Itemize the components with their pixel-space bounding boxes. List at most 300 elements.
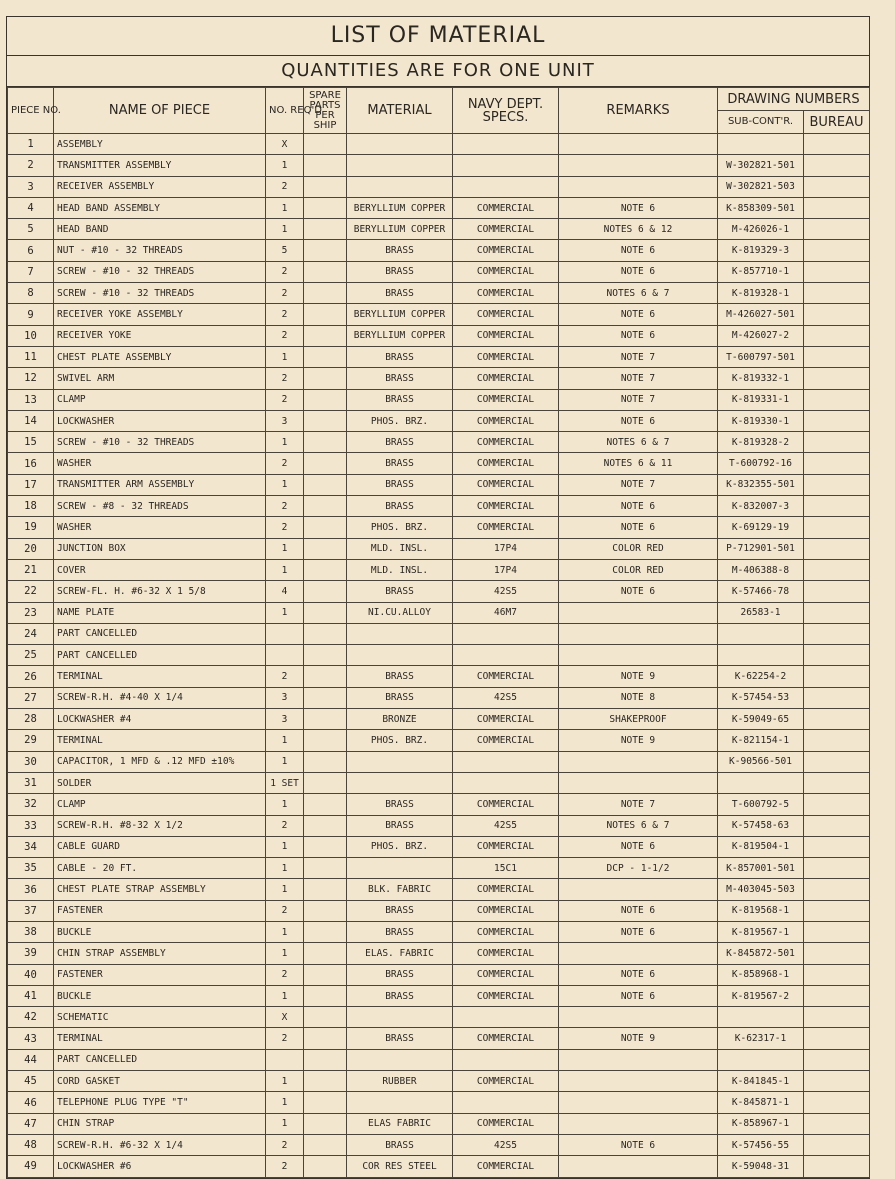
- piece-name-cell: COVER: [54, 559, 266, 580]
- piece-name-cell: SCREW-R.H. #4-40 X 1/4: [54, 687, 266, 708]
- spare-parts-cell: [304, 1113, 347, 1134]
- piece-name-cell: SCREW - #8 - 32 THREADS: [54, 496, 266, 517]
- material-cell: BRASS: [347, 794, 453, 815]
- table-row: [8, 197, 870, 218]
- specs-cell: COMMERCIAL: [453, 453, 559, 474]
- spare-parts-cell: [304, 389, 347, 410]
- material-cell: BRASS: [347, 687, 453, 708]
- remarks-cell: NOTES 6 & 7: [559, 432, 718, 453]
- piece-no-cell: 18: [8, 496, 54, 517]
- remarks-cell: NOTE 6: [559, 304, 718, 325]
- piece-no-cell: 42: [8, 1007, 54, 1028]
- material-cell: [347, 155, 453, 176]
- material-cell: BRASS: [347, 432, 453, 453]
- spare-parts-cell: [304, 261, 347, 282]
- piece-name-cell: TELEPHONE PLUG TYPE "T": [54, 1092, 266, 1113]
- piece-no-cell: 23: [8, 602, 54, 623]
- piece-no-cell: 34: [8, 836, 54, 857]
- specs-cell: COMMERCIAL: [453, 432, 559, 453]
- piece-name-cell: WASHER: [54, 453, 266, 474]
- quantity-cell: 2: [266, 304, 304, 325]
- subcontractor-drawing-cell: K-858967-1: [718, 1113, 804, 1134]
- piece-no-cell: 47: [8, 1113, 54, 1134]
- subcontractor-drawing-cell: K-57454-53: [718, 687, 804, 708]
- remarks-cell: NOTE 8: [559, 687, 718, 708]
- piece-no-cell: 25: [8, 645, 54, 666]
- remarks-cell: NOTE 6: [559, 900, 718, 921]
- specs-cell: COMMERCIAL: [453, 261, 559, 282]
- bureau-drawing-cell: [804, 1134, 870, 1155]
- table-row: [8, 1028, 870, 1049]
- material-cell: PHOS. BRZ.: [347, 836, 453, 857]
- piece-no-cell: 39: [8, 943, 54, 964]
- piece-no-cell: 11: [8, 346, 54, 367]
- spare-parts-cell: [304, 1028, 347, 1049]
- material-cell: BRASS: [347, 453, 453, 474]
- piece-name-cell: TERMINAL: [54, 730, 266, 751]
- table-row: [8, 1113, 870, 1134]
- subcontractor-drawing-cell: K-845871-1: [718, 1092, 804, 1113]
- piece-name-cell: CLAMP: [54, 389, 266, 410]
- remarks-cell: [559, 1156, 718, 1177]
- piece-name-cell: SCREW - #10 - 32 THREADS: [54, 432, 266, 453]
- piece-name-cell: PART CANCELLED: [54, 1049, 266, 1070]
- table-row: [8, 645, 870, 666]
- subcontractor-drawing-cell: K-821154-1: [718, 730, 804, 751]
- quantity-cell: 1: [266, 858, 304, 879]
- bureau-drawing-cell: [804, 1007, 870, 1028]
- quantity-cell: 3: [266, 687, 304, 708]
- remarks-cell: NOTE 6: [559, 261, 718, 282]
- bureau-drawing-cell: [804, 261, 870, 282]
- remarks-cell: DCP - 1-1/2: [559, 858, 718, 879]
- bureau-drawing-cell: [804, 346, 870, 367]
- bureau-drawing-cell: [804, 176, 870, 197]
- spare-parts-cell: [304, 879, 347, 900]
- subcontractor-drawing-cell: K-57466-78: [718, 581, 804, 602]
- spare-parts-cell: [304, 581, 347, 602]
- table-row: [8, 836, 870, 857]
- piece-name-cell: TRANSMITTER ARM ASSEMBLY: [54, 474, 266, 495]
- specs-cell: COMMERCIAL: [453, 389, 559, 410]
- specs-cell: COMMERCIAL: [453, 240, 559, 261]
- piece-no-cell: 13: [8, 389, 54, 410]
- table-row: [8, 623, 870, 644]
- piece-no-cell: 21: [8, 559, 54, 580]
- subcontractor-drawing-cell: [718, 1007, 804, 1028]
- bureau-drawing-cell: [804, 283, 870, 304]
- bureau-drawing-cell: [804, 1113, 870, 1134]
- subcontractor-drawing-cell: W-302821-501: [718, 155, 804, 176]
- spare-parts-cell: [304, 964, 347, 985]
- material-cell: [347, 645, 453, 666]
- piece-no-cell: 29: [8, 730, 54, 751]
- quantity-cell: X: [266, 134, 304, 155]
- table-row: [8, 496, 870, 517]
- bureau-drawing-cell: [804, 879, 870, 900]
- material-cell: BRASS: [347, 985, 453, 1006]
- bureau-drawing-cell: [804, 453, 870, 474]
- quantity-cell: 1: [266, 219, 304, 240]
- material-cell: BRASS: [347, 496, 453, 517]
- spare-parts-cell: [304, 496, 347, 517]
- piece-name-cell: TERMINAL: [54, 666, 266, 687]
- table-row: [8, 772, 870, 793]
- specs-cell: COMMERCIAL: [453, 836, 559, 857]
- table-row: [8, 964, 870, 985]
- piece-name-cell: CLAMP: [54, 794, 266, 815]
- specs-cell: COMMERCIAL: [453, 1156, 559, 1177]
- specs-cell: COMMERCIAL: [453, 1071, 559, 1092]
- table-row: [8, 304, 870, 325]
- subcontractor-drawing-cell: K-62317-1: [718, 1028, 804, 1049]
- bureau-drawing-cell: [804, 410, 870, 431]
- subcontractor-drawing-cell: [718, 772, 804, 793]
- remarks-cell: NOTES 6 & 12: [559, 219, 718, 240]
- header-name: NAME OF PIECE: [54, 88, 266, 134]
- bureau-drawing-cell: [804, 496, 870, 517]
- specs-cell: [453, 772, 559, 793]
- spare-parts-cell: [304, 666, 347, 687]
- header-bureau: BUREAU: [804, 111, 870, 134]
- material-cell: BRASS: [347, 240, 453, 261]
- piece-name-cell: SCREW-R.H. #8-32 X 1/2: [54, 815, 266, 836]
- table-row: [8, 900, 870, 921]
- material-cell: BRASS: [347, 666, 453, 687]
- spare-parts-cell: [304, 794, 347, 815]
- piece-no-cell: 7: [8, 261, 54, 282]
- quantity-cell: 3: [266, 709, 304, 730]
- spare-parts-cell: [304, 1007, 347, 1028]
- bureau-drawing-cell: [804, 368, 870, 389]
- remarks-cell: [559, 1092, 718, 1113]
- quantity-cell: [266, 645, 304, 666]
- quantity-cell: 1: [266, 559, 304, 580]
- material-cell: [347, 751, 453, 772]
- material-cell: COR RES STEEL: [347, 1156, 453, 1177]
- bureau-drawing-cell: [804, 389, 870, 410]
- subcontractor-drawing-cell: K-858968-1: [718, 964, 804, 985]
- material-cell: BRONZE: [347, 709, 453, 730]
- spare-parts-cell: [304, 538, 347, 559]
- subcontractor-drawing-cell: K-59049-65: [718, 709, 804, 730]
- remarks-cell: [559, 602, 718, 623]
- quantity-cell: 2: [266, 176, 304, 197]
- table-row: [8, 687, 870, 708]
- quantity-cell: 2: [266, 325, 304, 346]
- subcontractor-drawing-cell: K-57458-63: [718, 815, 804, 836]
- piece-no-cell: 33: [8, 815, 54, 836]
- table-row: [8, 709, 870, 730]
- remarks-cell: [559, 1113, 718, 1134]
- quantity-cell: 1: [266, 432, 304, 453]
- remarks-cell: COLOR RED: [559, 538, 718, 559]
- specs-cell: COMMERCIAL: [453, 197, 559, 218]
- specs-cell: 17P4: [453, 538, 559, 559]
- piece-name-cell: CHEST PLATE ASSEMBLY: [54, 346, 266, 367]
- subcontractor-drawing-cell: K-819567-2: [718, 985, 804, 1006]
- spare-parts-cell: [304, 559, 347, 580]
- subcontractor-drawing-cell: M-426027-501: [718, 304, 804, 325]
- piece-no-cell: 3: [8, 176, 54, 197]
- piece-name-cell: TRANSMITTER ASSEMBLY: [54, 155, 266, 176]
- spare-parts-cell: [304, 858, 347, 879]
- remarks-cell: NOTE 6: [559, 1134, 718, 1155]
- remarks-cell: [559, 134, 718, 155]
- subcontractor-drawing-cell: [718, 645, 804, 666]
- header-req: NO. REQ'D: [266, 88, 304, 134]
- spare-parts-cell: [304, 1049, 347, 1070]
- piece-name-cell: SCHEMATIC: [54, 1007, 266, 1028]
- remarks-cell: NOTE 7: [559, 346, 718, 367]
- material-cell: BRASS: [347, 1134, 453, 1155]
- subcontractor-drawing-cell: M-426026-1: [718, 219, 804, 240]
- piece-no-cell: 31: [8, 772, 54, 793]
- bureau-drawing-cell: [804, 623, 870, 644]
- spare-parts-cell: [304, 751, 347, 772]
- piece-no-cell: 44: [8, 1049, 54, 1070]
- bureau-drawing-cell: [804, 1028, 870, 1049]
- table-row: [8, 1092, 870, 1113]
- subcontractor-drawing-cell: T-600792-5: [718, 794, 804, 815]
- material-rows: [8, 134, 870, 1178]
- spare-parts-cell: [304, 815, 347, 836]
- material-cell: [347, 1007, 453, 1028]
- piece-name-cell: TERMINAL: [54, 1028, 266, 1049]
- specs-cell: COMMERCIAL: [453, 368, 559, 389]
- material-cell: [347, 176, 453, 197]
- spare-parts-cell: [304, 1156, 347, 1177]
- subcontractor-drawing-cell: K-59048-31: [718, 1156, 804, 1177]
- bureau-drawing-cell: [804, 517, 870, 538]
- piece-name-cell: LOCKWASHER #6: [54, 1156, 266, 1177]
- spare-parts-cell: [304, 453, 347, 474]
- material-cell: [347, 858, 453, 879]
- piece-name-cell: SCREW - #10 - 32 THREADS: [54, 283, 266, 304]
- bureau-drawing-cell: [804, 964, 870, 985]
- subcontractor-drawing-cell: K-90566-501: [718, 751, 804, 772]
- remarks-cell: [559, 155, 718, 176]
- spare-parts-cell: [304, 304, 347, 325]
- subcontractor-drawing-cell: P-712901-501: [718, 538, 804, 559]
- table-row: [8, 1134, 870, 1155]
- bureau-drawing-cell: [804, 900, 870, 921]
- quantity-cell: 2: [266, 261, 304, 282]
- piece-name-cell: BUCKLE: [54, 985, 266, 1006]
- subcontractor-drawing-cell: M-426027-2: [718, 325, 804, 346]
- piece-name-cell: RECEIVER YOKE ASSEMBLY: [54, 304, 266, 325]
- specs-cell: 15C1: [453, 858, 559, 879]
- remarks-cell: NOTE 6: [559, 964, 718, 985]
- table-row: [8, 602, 870, 623]
- remarks-cell: [559, 879, 718, 900]
- quantity-cell: 1: [266, 836, 304, 857]
- material-cell: PHOS. BRZ.: [347, 517, 453, 538]
- piece-no-cell: 27: [8, 687, 54, 708]
- spare-parts-cell: [304, 985, 347, 1006]
- material-cell: BRASS: [347, 581, 453, 602]
- piece-name-cell: FASTENER: [54, 964, 266, 985]
- remarks-cell: NOTE 7: [559, 368, 718, 389]
- bureau-drawing-cell: [804, 1049, 870, 1070]
- specs-cell: [453, 1092, 559, 1113]
- remarks-cell: NOTES 6 & 7: [559, 815, 718, 836]
- material-cell: RUBBER: [347, 1071, 453, 1092]
- piece-no-cell: 37: [8, 900, 54, 921]
- material-cell: PHOS. BRZ.: [347, 730, 453, 751]
- specs-cell: [453, 155, 559, 176]
- quantity-cell: 1: [266, 730, 304, 751]
- spare-parts-cell: [304, 197, 347, 218]
- remarks-cell: [559, 623, 718, 644]
- piece-no-cell: 20: [8, 538, 54, 559]
- specs-cell: COMMERCIAL: [453, 709, 559, 730]
- quantity-cell: 2: [266, 666, 304, 687]
- remarks-cell: NOTE 9: [559, 1028, 718, 1049]
- quantity-cell: 1: [266, 602, 304, 623]
- specs-cell: COMMERCIAL: [453, 346, 559, 367]
- table-row: [8, 474, 870, 495]
- remarks-cell: NOTES 6 & 11: [559, 453, 718, 474]
- table-row: [8, 1007, 870, 1028]
- specs-cell: COMMERCIAL: [453, 666, 559, 687]
- remarks-cell: NOTE 6: [559, 240, 718, 261]
- table-row: [8, 155, 870, 176]
- quantity-cell: 2: [266, 496, 304, 517]
- specs-cell: COMMERCIAL: [453, 517, 559, 538]
- spare-parts-cell: [304, 155, 347, 176]
- piece-name-cell: CABLE GUARD: [54, 836, 266, 857]
- bureau-drawing-cell: [804, 219, 870, 240]
- piece-no-cell: 43: [8, 1028, 54, 1049]
- subcontractor-drawing-cell: K-819331-1: [718, 389, 804, 410]
- piece-name-cell: SCREW - #10 - 32 THREADS: [54, 261, 266, 282]
- material-cell: [347, 623, 453, 644]
- quantity-cell: 1: [266, 1092, 304, 1113]
- quantity-cell: 1: [266, 879, 304, 900]
- subcontractor-drawing-cell: K-857710-1: [718, 261, 804, 282]
- spare-parts-cell: [304, 219, 347, 240]
- remarks-cell: NOTE 6: [559, 496, 718, 517]
- piece-no-cell: 32: [8, 794, 54, 815]
- bureau-drawing-cell: [804, 836, 870, 857]
- quantity-cell: 2: [266, 517, 304, 538]
- spare-parts-cell: [304, 1134, 347, 1155]
- piece-no-cell: 17: [8, 474, 54, 495]
- subcontractor-drawing-cell: K-858309-501: [718, 197, 804, 218]
- spare-parts-cell: [304, 283, 347, 304]
- piece-name-cell: HEAD BAND: [54, 219, 266, 240]
- specs-cell: [453, 645, 559, 666]
- spare-parts-cell: [304, 346, 347, 367]
- quantity-cell: 1: [266, 1113, 304, 1134]
- piece-no-cell: 19: [8, 517, 54, 538]
- bureau-drawing-cell: [804, 474, 870, 495]
- quantity-cell: 2: [266, 900, 304, 921]
- table-row: [8, 879, 870, 900]
- quantity-cell: 1: [266, 921, 304, 942]
- piece-no-cell: 22: [8, 581, 54, 602]
- subcontractor-drawing-cell: K-57456-55: [718, 1134, 804, 1155]
- material-cell: MLD. INSL.: [347, 559, 453, 580]
- piece-no-cell: 16: [8, 453, 54, 474]
- subcontractor-drawing-cell: K-819328-2: [718, 432, 804, 453]
- page-subtitle: QUANTITIES ARE FOR ONE UNIT: [7, 56, 869, 87]
- spare-parts-cell: [304, 772, 347, 793]
- piece-no-cell: 35: [8, 858, 54, 879]
- specs-cell: COMMERCIAL: [453, 410, 559, 431]
- quantity-cell: 2: [266, 964, 304, 985]
- specs-cell: COMMERCIAL: [453, 921, 559, 942]
- table-row: [8, 410, 870, 431]
- piece-name-cell: WASHER: [54, 517, 266, 538]
- spare-parts-cell: [304, 709, 347, 730]
- table-row: [8, 283, 870, 304]
- remarks-cell: NOTE 6: [559, 325, 718, 346]
- spare-parts-cell: [304, 943, 347, 964]
- bureau-drawing-cell: [804, 921, 870, 942]
- table-row: [8, 1049, 870, 1070]
- piece-no-cell: 26: [8, 666, 54, 687]
- table-row: [8, 581, 870, 602]
- material-cell: BRASS: [347, 1028, 453, 1049]
- bureau-drawing-cell: [804, 538, 870, 559]
- piece-name-cell: JUNCTION BOX: [54, 538, 266, 559]
- quantity-cell: 4: [266, 581, 304, 602]
- specs-cell: 42S5: [453, 581, 559, 602]
- bureau-drawing-cell: [804, 581, 870, 602]
- specs-cell: COMMERCIAL: [453, 943, 559, 964]
- piece-no-cell: 41: [8, 985, 54, 1006]
- piece-name-cell: LOCKWASHER #4: [54, 709, 266, 730]
- piece-name-cell: SWIVEL ARM: [54, 368, 266, 389]
- spare-parts-cell: [304, 240, 347, 261]
- bureau-drawing-cell: [804, 155, 870, 176]
- material-cell: BERYLLIUM COPPER: [347, 304, 453, 325]
- material-cell: ELAS. FABRIC: [347, 943, 453, 964]
- specs-cell: [453, 1049, 559, 1070]
- quantity-cell: 1: [266, 751, 304, 772]
- specs-cell: [453, 1007, 559, 1028]
- subcontractor-drawing-cell: T-600792-16: [718, 453, 804, 474]
- bureau-drawing-cell: [804, 794, 870, 815]
- quantity-cell: 2: [266, 368, 304, 389]
- specs-cell: [453, 751, 559, 772]
- piece-name-cell: SCREW-R.H. #6-32 X 1/4: [54, 1134, 266, 1155]
- quantity-cell: 1: [266, 474, 304, 495]
- table-row: [8, 219, 870, 240]
- table-row: [8, 453, 870, 474]
- subcontractor-drawing-cell: [718, 1049, 804, 1070]
- subcontractor-drawing-cell: K-857001-501: [718, 858, 804, 879]
- piece-no-cell: 30: [8, 751, 54, 772]
- quantity-cell: 1: [266, 346, 304, 367]
- quantity-cell: 2: [266, 1156, 304, 1177]
- spare-parts-cell: [304, 410, 347, 431]
- spare-parts-cell: [304, 687, 347, 708]
- bureau-drawing-cell: [804, 858, 870, 879]
- quantity-cell: 1: [266, 943, 304, 964]
- material-cell: BRASS: [347, 900, 453, 921]
- table-row: [8, 943, 870, 964]
- material-cell: BRASS: [347, 389, 453, 410]
- piece-no-cell: 14: [8, 410, 54, 431]
- bureau-drawing-cell: [804, 666, 870, 687]
- piece-name-cell: CHEST PLATE STRAP ASSEMBLY: [54, 879, 266, 900]
- specs-cell: COMMERCIAL: [453, 1113, 559, 1134]
- piece-name-cell: ASSEMBLY: [54, 134, 266, 155]
- remarks-cell: NOTE 7: [559, 794, 718, 815]
